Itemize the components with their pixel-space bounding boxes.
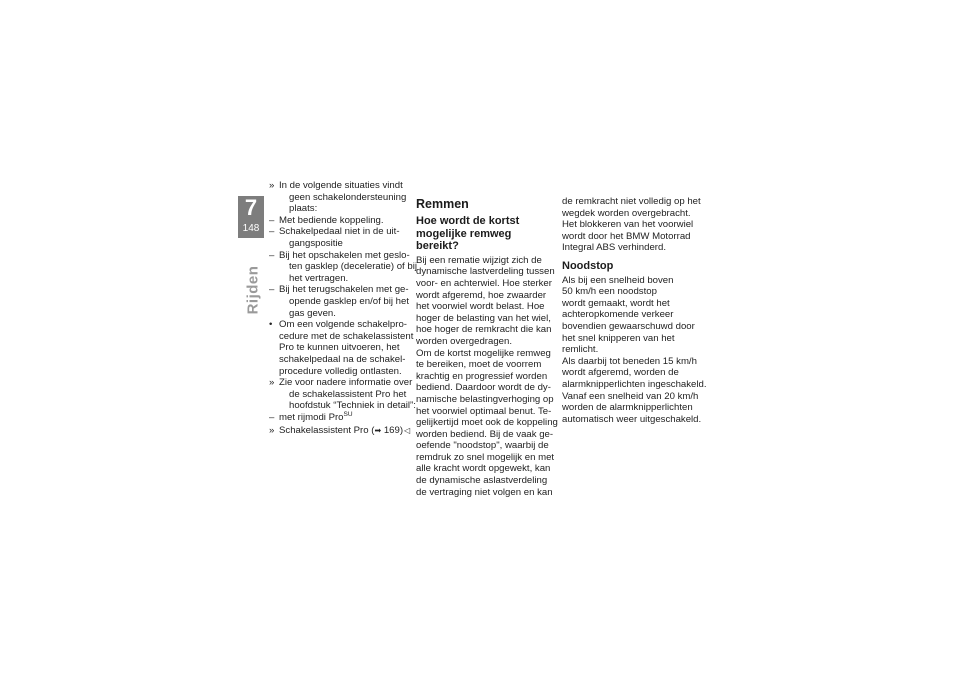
paragraph (562, 356, 706, 426)
list-item (268, 412, 410, 424)
text-line: het voorwiel optimaal benut. Te- (416, 405, 552, 417)
text-line: Integral ABS verhinderd. (562, 242, 666, 254)
chevron-right-icon: » (269, 425, 275, 437)
text-line: het snel knipperen van het (562, 332, 675, 344)
superscript: SU (343, 410, 353, 418)
list-item (268, 180, 410, 215)
text-line: alarmknipperlichten ingeschakeld. (562, 378, 707, 390)
text-line: wordt gemaakt, wordt het (562, 297, 670, 309)
page-number: 148 (242, 223, 260, 234)
dash-icon: – (269, 214, 275, 226)
text-line: voor- en achterwiel. Hoe sterker (416, 277, 552, 289)
text-line: automatisch weer uitgeschakeld. (562, 413, 702, 425)
text-line: mogelijke remweg (416, 227, 512, 240)
list-item (268, 284, 410, 319)
text-line: de vertraging niet volgen en kan (416, 486, 553, 498)
text-span: met rijmodi Pro (279, 411, 344, 423)
subsection-title (416, 215, 552, 253)
text-line: opende gasklep en/of bij het (289, 295, 410, 307)
text-line: Hoe wordt de kortst (416, 215, 520, 227)
list-item (268, 215, 410, 227)
dash-icon: – (269, 226, 275, 238)
page-reference-link[interactable]: 169) (383, 425, 404, 437)
text-line: Als bij een snelheid boven (562, 274, 674, 286)
text-line: Vanaf een snelheid van 20 km/h (562, 390, 699, 402)
text-line (279, 412, 410, 424)
chevron-right-icon: » (269, 180, 275, 191)
text-line: plaats: (289, 203, 318, 215)
text-line: hoofdstuk “Techniek in detail”: (289, 400, 416, 412)
text-line: bediend. Daardoor wordt de dy- (416, 382, 551, 394)
section-title: Remmen (416, 197, 469, 211)
text-line: gelijkertijd moet ook de koppeling (416, 417, 558, 429)
end-triangle-icon: ◁ (404, 426, 411, 436)
text-line: achteropkomende verkeer (562, 309, 674, 321)
text-line: In de volgende situaties vindt (279, 180, 403, 191)
chevron-right-icon: » (269, 377, 275, 389)
paragraph (562, 275, 706, 356)
text-line: Bij het opschakelen met geslo- (279, 249, 410, 261)
paragraph (562, 196, 706, 254)
text-line: Als daarbij tot beneden 15 km/h (562, 355, 697, 367)
text-line: Zie voor nadere informatie over (279, 377, 413, 389)
text-line: worden de alarmknipperlichten (562, 402, 693, 414)
paragraph (416, 254, 555, 348)
list-item (268, 249, 417, 285)
list-item (268, 319, 414, 377)
bullet-icon: • (269, 319, 273, 331)
text-line: bereikt? (416, 240, 459, 253)
text-line: cedure met de schakelassistent (279, 330, 414, 342)
chapter-number: 7 (244, 195, 258, 220)
text-line: gas geven. (289, 307, 336, 319)
chapter-side-label: Rijden (244, 265, 262, 315)
dash-icon: – (269, 249, 275, 261)
text-line: het vertragen. (289, 272, 349, 284)
text-line: te bereiken, moet de voorrem (416, 359, 542, 371)
text-line: remdruk zo snel mogelijk en met (416, 451, 555, 463)
arrow-ref-icon: ➡ (374, 426, 382, 436)
text-line: hoger de belasting van het wiel, (416, 312, 551, 324)
text-line: wordt afgeremd, worden de (562, 367, 679, 379)
column-middle (416, 196, 558, 498)
chapter-marker (238, 196, 264, 238)
text-line: de remkracht niet volledig op het (562, 196, 701, 207)
paragraph (416, 347, 558, 499)
text-line: Bij een rematie wijzigt zich de (416, 254, 542, 266)
text-line: Bij het terugschakelen met ge- (279, 284, 409, 296)
dash-icon: – (269, 284, 275, 296)
text-line: 50 km/h een noodstop (562, 286, 657, 298)
text-line: het voorwiel wordt belast. Hoe (416, 301, 545, 313)
text-line: namische belastingverhoging op (416, 393, 554, 405)
text-line: gangspositie (289, 237, 343, 249)
list-item (268, 425, 410, 437)
dash-icon: – (269, 411, 275, 423)
text-line (279, 425, 410, 437)
text-line: bovendien gewaarschuwd door (562, 320, 695, 332)
text-line: hoe hoger de remkracht die kan (416, 324, 552, 336)
text-line: schakelpedaal na de schakel- (279, 353, 406, 365)
list-item (268, 377, 416, 412)
text-line: de dynamische aslastverdeling (416, 475, 548, 487)
text-line: geen schakelondersteuning (289, 191, 407, 203)
subsection-title: Noodstop (562, 259, 614, 272)
text-line: dynamische lastverdeling tussen (416, 266, 555, 278)
text-line: procedure volledig ontlasten. (279, 365, 402, 377)
text-line: oefende "noodstop", waarbij de (416, 440, 549, 452)
column-left (268, 180, 417, 437)
text-line: Schakelpedaal niet in de uit- (279, 226, 400, 238)
list-item (268, 226, 410, 249)
text-line: Om een volgende schakelpro- (279, 319, 407, 331)
text-line: wordt door het BMW Motorrad (562, 230, 691, 242)
text-span: Schakelassistent Pro ( (279, 425, 375, 437)
text-line: de schakelassistent Pro het (289, 388, 407, 400)
text-line: wordt afgeremd, hoe zwaarder (416, 289, 547, 301)
column-right (562, 196, 706, 425)
text-line: ten gasklep (deceleratie) of bij (289, 261, 417, 273)
text-line: worden bediend. Bij de vaak ge- (416, 428, 554, 440)
text-line: Het blokkeren van het voorwiel (562, 219, 694, 231)
text-line: Pro te kunnen uitvoeren, het (279, 342, 400, 354)
text-line: worden overgedragen. (416, 335, 513, 347)
text-line: alle kracht wordt opgewekt, kan (416, 463, 551, 475)
text-line: Met bediende koppeling. (279, 214, 384, 226)
text-line: krachtig en progressief worden (416, 370, 548, 382)
text-line: wegdek worden overgebracht. (562, 207, 691, 219)
text-line: Om de kortst mogelijke remweg (416, 347, 551, 359)
text-line: remlicht. (562, 344, 599, 356)
